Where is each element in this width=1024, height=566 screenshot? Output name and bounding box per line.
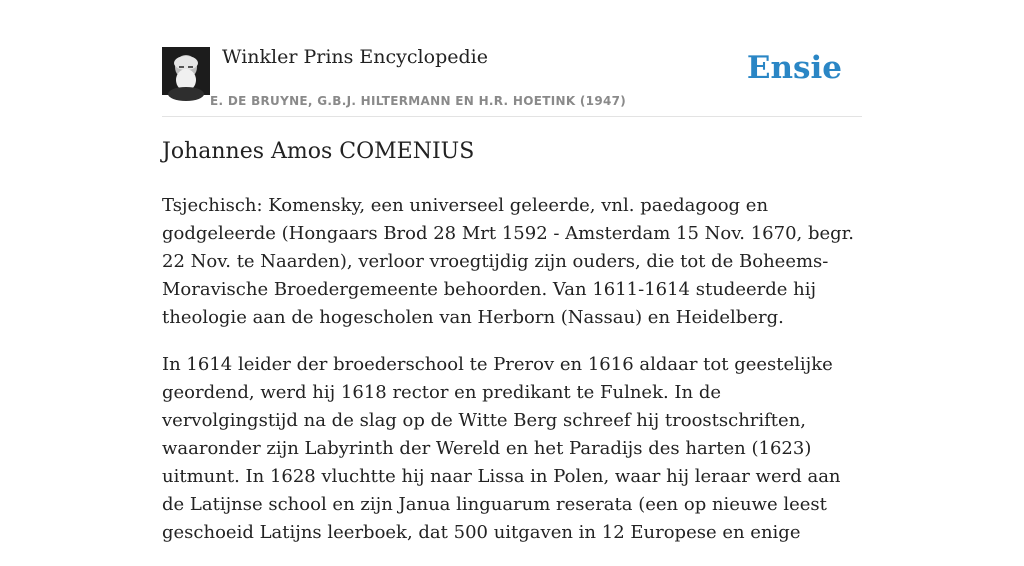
authors-line: E. DE BRUYNE, G.B.J. HILTERMANN EN H.R. HOETINK (1947) (210, 94, 627, 108)
author-portrait-icon (162, 47, 210, 95)
article-title: Johannes Amos COMENIUS (162, 139, 475, 164)
paragraph: In 1614 leider der broederschool te Prerov en 1616 aldaar tot geestelijke geordend, werd hij 1618 rector en predikant te Fulnek. In de vervolgingstijd na de slag op de Witte Berg schreef hij troostschriften, waaronder zijn Labyrinth der Wereld en het Paradijs des harten (1623) uitmunt. In 1628 vluchtte hij naar Lissa in Polen, waar hij leraar werd aan de Latijnse school en zijn Janua linguarum reserata (een op nieuwe leest geschoeid Latijns leerboek, dat 500 uitgaven in 12 Europese en enige (162, 354, 841, 543)
header (162, 44, 862, 117)
paragraph: Tsjechisch: Komensky, een universeel geleerde, vnl. paedagoog en godgeleerde (Hongaars Brod 28 Mrt 1592 - Amsterdam 15 Nov. 1670, begr. 22 Nov. te Naarden), verloor vroegtijdig zijn ouders, die tot de Boheems-Moravische Broedergemeente behoorden. Van 1611-1614 studeerde hij theologie aan de hogescholen van Herborn (Nassau) en Heidelberg. (162, 195, 855, 328)
article-body (162, 192, 862, 566)
encyclopedia-title[interactable]: Winkler Prins Encyclopedie (222, 46, 488, 68)
ensie-logo[interactable]: Ensie (746, 50, 842, 86)
